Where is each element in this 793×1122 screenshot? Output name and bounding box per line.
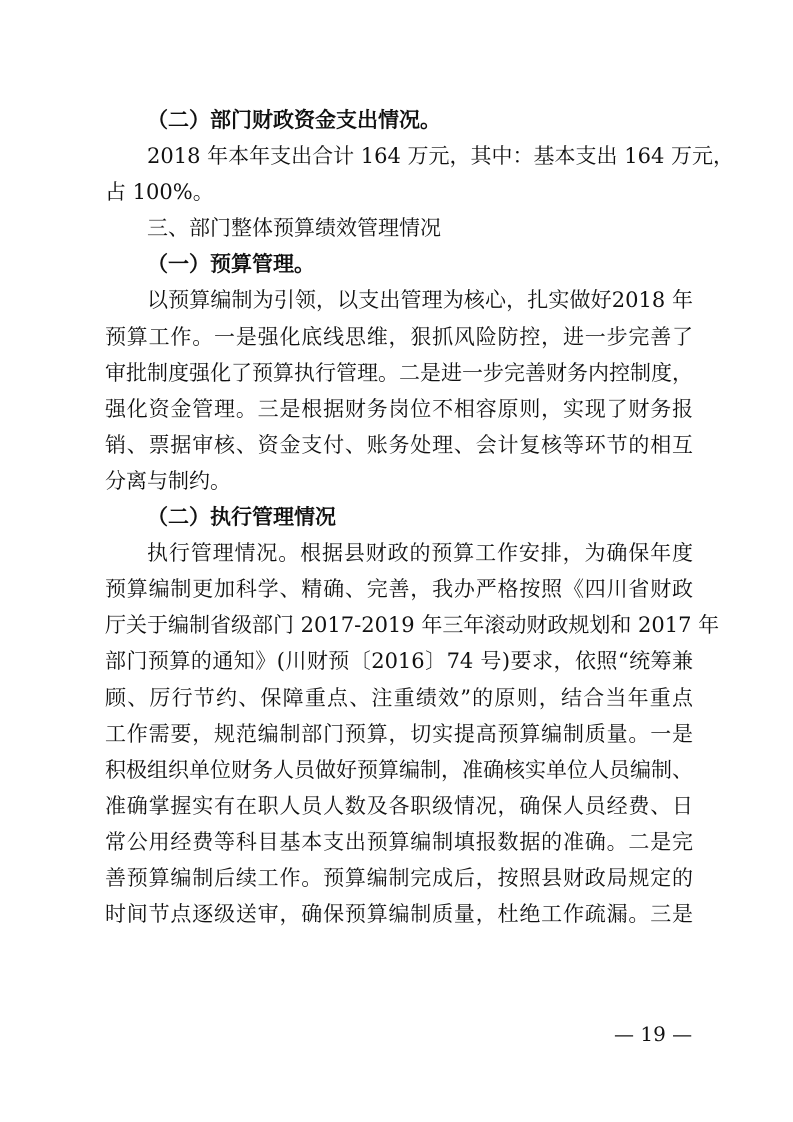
- text-line: 以预算编制为引领，以支出管理为核心，扎实做好2018 年: [147, 288, 693, 313]
- text-line: 2018 年本年支出合计 164 万元，其中：基本支出 164 万元，: [147, 144, 734, 169]
- section-heading-budget-management: （一）预算管理。: [147, 252, 315, 277]
- text-line: 销、票据审核、资金支付、账务处理、会计复核等环节的相互: [105, 432, 693, 457]
- text-line: 准确掌握实有在职人员人数及各职级情况，确保人员经费、日: [105, 793, 693, 818]
- body-text: [105, 102, 734, 932]
- section-heading-fiscal-expenditure: （二）部门财政资金支出情况。: [147, 108, 441, 132]
- text-line: 强化资金管理。三是根据财务岗位不相容原则，实现了财务报: [105, 396, 693, 421]
- text-line: 常公用经费等科目基本支出预算编制填报数据的准确。二是完: [105, 829, 693, 854]
- text-line: 积极组织单位财务人员做好预算编制，准确核实单位人员编制、: [105, 757, 693, 782]
- section-heading-performance-management: 三、部门整体预算绩效管理情况: [147, 216, 441, 241]
- text-line: 顾、厉行节约、保障重点、注重绩效”的原则，结合当年重点: [105, 685, 693, 710]
- text-line: 善预算编制后续工作。预算编制完成后，按照县财政局规定的: [105, 865, 693, 890]
- text-line: 厅关于编制省级部门 2017-2019 年三年滚动财政规划和 2017 年: [105, 613, 720, 638]
- text-line: 时间节点逐级送审，确保预算编制质量，杜绝工作疏漏。三是: [105, 902, 693, 927]
- text-line: 分离与制约。: [105, 468, 231, 493]
- text-line: 工作需要，规范编制部门预算，切实提高预算编制质量。一是: [105, 721, 693, 746]
- text-line: 预算工作。一是强化底线思维，狠抓风险防控，进一步完善了: [105, 324, 693, 349]
- text-line: 预算编制更加科学、精确、完善，我办严格按照《四川省财政: [105, 577, 693, 602]
- paragraph-budget-management: [105, 282, 693, 499]
- text-line: 占 100%。: [105, 180, 214, 205]
- paragraph-expenditure-total: [105, 138, 734, 210]
- text-line: 审批制度强化了预算执行管理。二是进一步完善财务内控制度，: [105, 360, 693, 385]
- page-number: — 19 —: [614, 1022, 693, 1046]
- text-line: 执行管理情况。根据县财政的预算工作安排，为确保年度: [147, 541, 693, 566]
- paragraph-execution-management: [105, 535, 720, 932]
- text-line: 部门预算的通知》(川财预〔2016〕74 号)要求，依照“统筹兼: [105, 649, 693, 674]
- section-heading-execution-management: （二）执行管理情况: [147, 505, 336, 530]
